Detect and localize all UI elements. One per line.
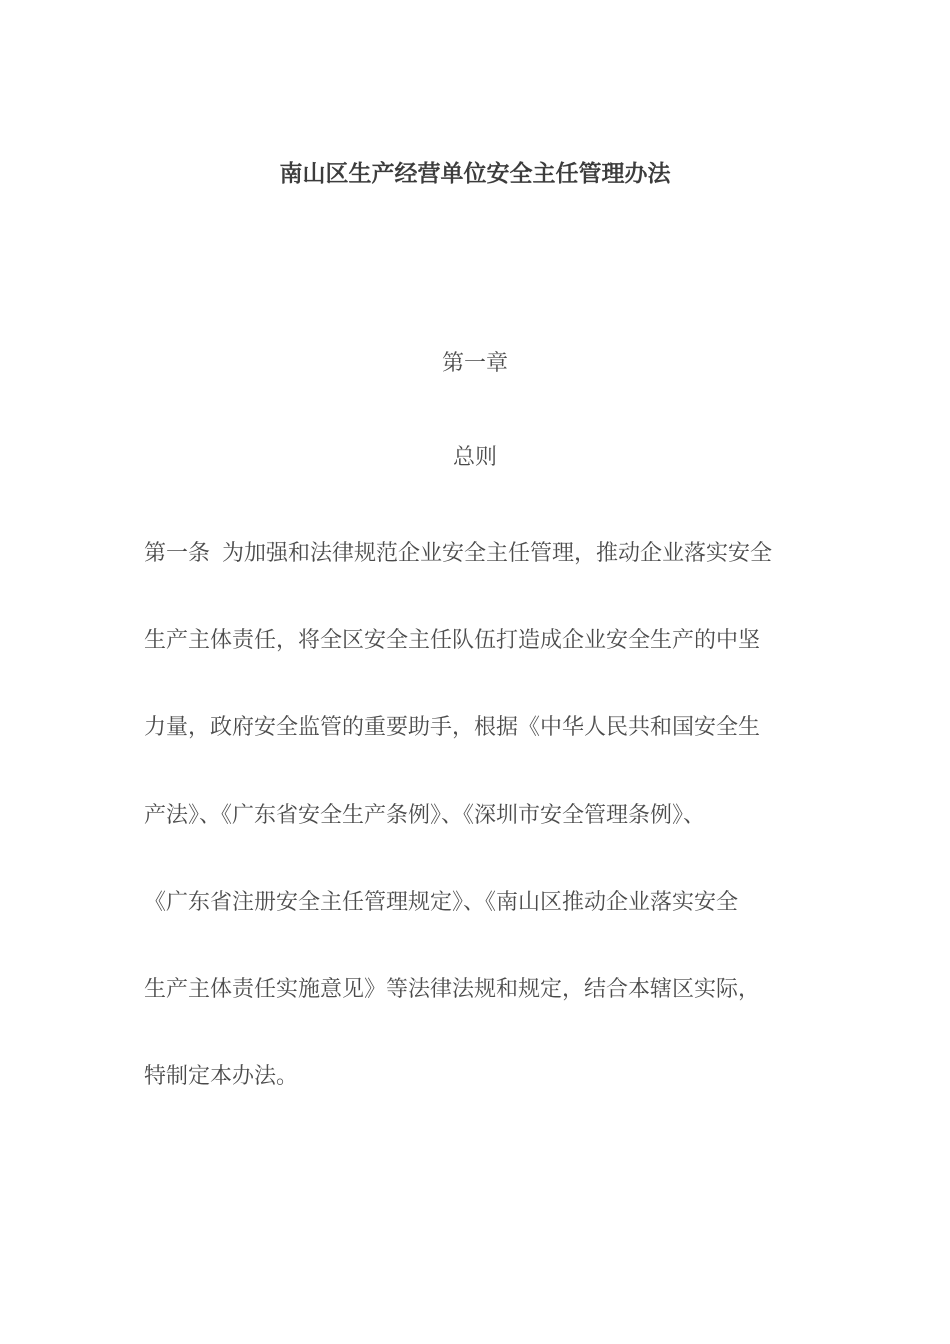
- document-title: 南山区生产经营单位安全主任管理办法: [279, 161, 671, 187]
- chapter-name: 总则: [452, 445, 497, 470]
- article-1-text-line: 产法》、《广东省安全生产条例》、《深圳市安全管理条例》、: [144, 802, 706, 828]
- article-1: [144, 532, 824, 1142]
- article-1-text-line: 生产主体责任，将全区安全主任队伍打造成企业安全生产的中坚: [144, 628, 761, 654]
- article-1-text-line: 特制定本办法。: [144, 1064, 299, 1090]
- article-1-text-line: 《广东省注册安全主任管理规定》、《南山区推动企业落实安全: [144, 889, 739, 915]
- article-1-text-line: 生产主体责任实施意见》等法律法规和规定，结合本辖区实际，: [144, 976, 761, 1002]
- article-1-line-1: [144, 532, 824, 619]
- article-1-text-line: 为加强和法律规范企业安全主任管理，推动企业落实安全: [222, 541, 773, 566]
- article-number: 第一条: [144, 541, 211, 566]
- chapter-heading: 第一章: [441, 351, 508, 376]
- article-1-text-line: 力量，政府安全监管的重要助手，根据《中华人民共和国安全生: [144, 715, 761, 741]
